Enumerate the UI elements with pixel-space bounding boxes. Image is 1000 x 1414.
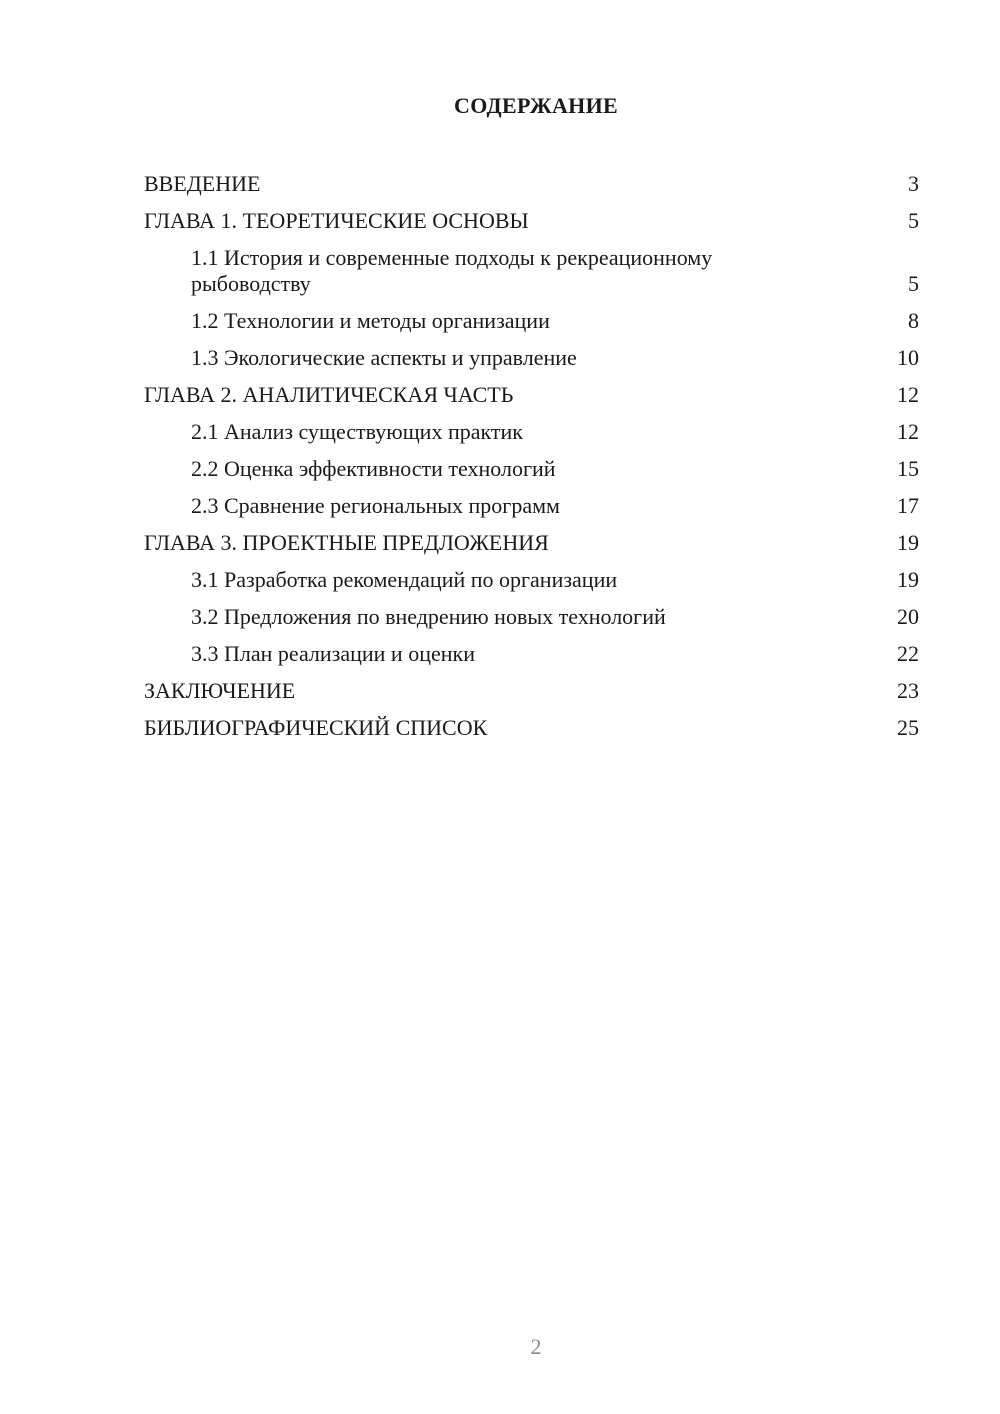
toc-entry-page: 15: [897, 456, 919, 481]
toc-entry-page: 8: [908, 308, 919, 333]
toc-entry-page: 12: [897, 382, 919, 407]
toc-entry-label: 3.1 Разработка рекомендаций по организации: [191, 567, 618, 592]
toc-entry-section-1-3[interactable]: [144, 340, 919, 377]
toc-entry-section-3-1[interactable]: [144, 562, 919, 599]
toc-entry-conclusion[interactable]: [144, 673, 919, 710]
toc-entry-page: 3: [908, 171, 919, 196]
toc-entry-page: 22: [897, 641, 919, 666]
toc-entry-page: 17: [897, 493, 919, 518]
toc-entry-chapter-3[interactable]: [144, 525, 919, 562]
toc-entry-label: 2.2 Оценка эффективности технологий: [191, 456, 556, 481]
toc-entry-label: 1.3 Экологические аспекты и управление: [191, 345, 577, 370]
toc-entry-chapter-2[interactable]: [144, 377, 919, 414]
toc-entry-label-line-1: 1.1 История и современные подходы к рекреационному: [191, 245, 713, 270]
toc-entry-section-3-3[interactable]: [144, 636, 919, 673]
toc-entry-label: [191, 245, 831, 297]
toc-entry-chapter-1[interactable]: [144, 203, 919, 240]
toc-entry-section-2-1[interactable]: [144, 414, 919, 451]
toc-entry-section-2-3[interactable]: [144, 488, 919, 525]
toc-entry-label: 1.2 Технологии и методы организации: [191, 308, 550, 333]
toc-entry-page: 5: [908, 271, 919, 296]
toc-entry-page: 19: [897, 530, 919, 555]
toc-entry-label-line-2: рыбоводству: [191, 271, 311, 296]
toc-entry-page: 19: [897, 567, 919, 592]
toc-entry-label: ЗАКЛЮЧЕНИЕ: [144, 678, 296, 703]
toc-entry-section-2-2[interactable]: [144, 451, 919, 488]
toc-entry-bibliography[interactable]: [144, 710, 919, 747]
toc-entry-label: 2.3 Сравнение региональных программ: [191, 493, 560, 518]
toc-entry-section-1-2[interactable]: [144, 303, 919, 340]
toc-entry-label: 2.1 Анализ существующих практик: [191, 419, 523, 444]
toc-entry-label: ГЛАВА 2. АНАЛИТИЧЕСКАЯ ЧАСТЬ: [144, 382, 514, 407]
toc-entry-label: ГЛАВА 3. ПРОЕКТНЫЕ ПРЕДЛОЖЕНИЯ: [144, 530, 549, 555]
toc-entry-label: 3.2 Предложения по внедрению новых технологий: [191, 604, 666, 629]
toc-entry-page: 20: [897, 604, 919, 629]
toc-entry-page: 23: [897, 678, 919, 703]
toc-entry-label: ГЛАВА 1. ТЕОРЕТИЧЕСКИЕ ОСНОВЫ: [144, 208, 529, 233]
toc-entry-section-3-2[interactable]: [144, 599, 919, 636]
toc-entry-section-1-1[interactable]: [144, 240, 919, 303]
toc-entry-page: 12: [897, 419, 919, 444]
toc-entry-label: ВВЕДЕНИЕ: [144, 171, 261, 196]
toc-entry-label: БИБЛИОГРАФИЧЕСКИЙ СПИСОК: [144, 715, 488, 740]
toc-entry-label: 3.3 План реализации и оценки: [191, 641, 475, 666]
toc-entry-page: 10: [897, 345, 919, 370]
table-of-contents: [144, 166, 919, 747]
toc-entry-page: 25: [897, 715, 919, 740]
toc-entry-introduction[interactable]: [144, 166, 919, 203]
page-number: 2: [530, 1334, 542, 1359]
toc-entry-page: 5: [908, 208, 919, 233]
page-title: СОДЕРЖАНИЕ: [454, 93, 618, 118]
